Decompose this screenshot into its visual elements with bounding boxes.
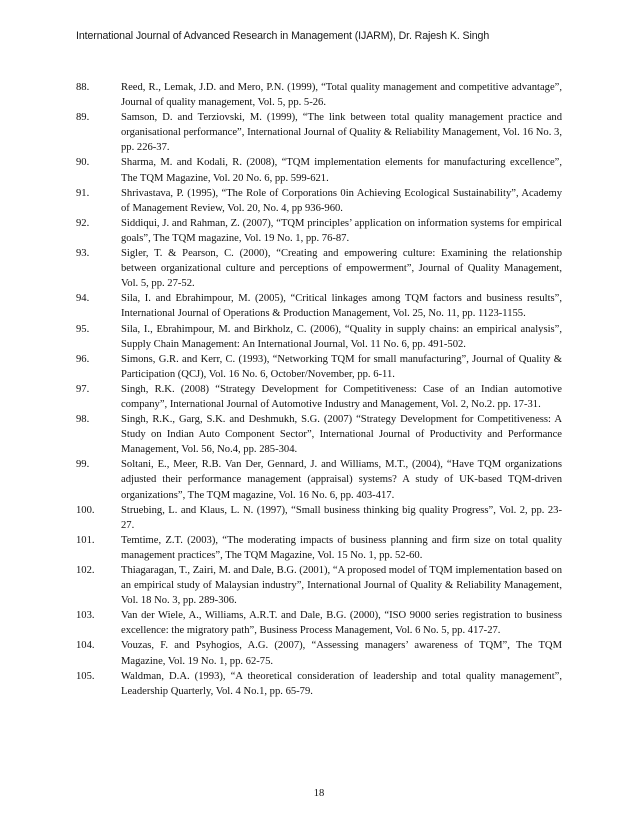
reference-number: 89. [76, 112, 90, 124]
reference-text: Temtime, Z.T. (2003), “The moderating impacts of business planning and firm size on total quality management practices”, The TQM Magazine, Vol. 15 No. 1, pp. 52-60. [121, 534, 562, 561]
reference-text: Waldman, D.A. (1993), “A theoretical consideration of leadership and total quality management”, Leadership Quarterly, Vol. 4 No.1, pp. 65-79. [121, 670, 562, 697]
reference-item [76, 246, 562, 291]
reference-item [76, 563, 562, 608]
reference-number: 93. [76, 248, 90, 260]
reference-item [76, 608, 562, 638]
reference-number: 100. [76, 504, 95, 516]
reference-item [76, 155, 562, 185]
reference-number: 105. [76, 670, 95, 682]
reference-text: Simons, G.R. and Kerr, C. (1993), “Networking TQM for small manufacturing”, Journal of Quality & Participation (QCJ), Vol. 16 No. 6, October/November, pp. 6-11. [121, 353, 562, 380]
reference-item [76, 352, 562, 382]
reference-item [76, 638, 562, 668]
reference-text: Sharma, M. and Kodali, R. (2008), “TQM implementation elements for manufacturing excellence”, The TQM Magazine, Vol. 20 No. 6, pp. 599-621. [121, 157, 562, 184]
reference-text: Vouzas, F. and Psyhogios, A.G. (2007), “Assessing managers’ awareness of TQM”, The TQM Magazine, Vol. 19 No. 1, pp. 62-75. [121, 640, 562, 667]
reference-number: 90. [76, 157, 90, 169]
reference-number: 94. [76, 293, 90, 305]
page-number: 18 [313, 788, 325, 799]
reference-text: Van der Wiele, A., Williams, A.R.T. and Dale, B.G. (2000), “ISO 9000 series registration to business excellence: the migratory path”, Business Process Management, Vol. 6 No. 5, pp. 417-27. [121, 610, 562, 637]
running-header: International Journal of Advanced Research in Management (IJARM), Dr. Rajesh K. Singh [76, 30, 490, 42]
reference-text: Singh, R.K., Garg, S.K. and Deshmukh, S.G. (2007) “Strategy Development for Competitiveness: A Study on Indian Auto Component Sector”, International Journal of Productivity and Performance Management, Vol. 56, No.4, pp. 285-304. [121, 414, 562, 456]
reference-number: 103. [76, 610, 95, 622]
reference-number: 99. [76, 459, 90, 471]
reference-item [76, 186, 562, 216]
reference-text: Shrivastava, P. (1995), “The Role of Corporations 0in Achieving Ecological Sustainability”, Academy of Management Review, Vol. 20, No. 4, pp 936-960. [121, 187, 562, 214]
reference-number: 98. [76, 414, 90, 426]
reference-item [76, 533, 562, 563]
reference-item [76, 291, 562, 321]
reference-text: Soltani, E., Meer, R.B. Van Der, Gennard, J. and Williams, M.T., (2004), “Have TQM organizations adjusted their performance management (appraisal) systems? A study of UK-based TQM-driven organizations”, The TQM magazine, Vol. 16 No. 6, pp. 403-417. [121, 459, 562, 501]
reference-list [76, 80, 562, 699]
reference-item [76, 382, 562, 412]
reference-item [76, 457, 562, 502]
reference-number: 101. [76, 534, 95, 546]
reference-number: 102. [76, 565, 95, 576]
reference-text: Sila, I. and Ebrahimpour, M. (2005), “Critical linkages among TQM factors and business results”, International Journal of Operations & Production Management, Vol. 25, No. 11, pp. 1123-1155. [121, 293, 562, 320]
reference-number: 88. [76, 82, 90, 93]
reference-text: Samson, D. and Terziovski, M. (1999), “The link between total quality management practice and organisational performance”, International Journal of Quality & Reliability Management, Vol. 16 No. 3, pp. 226-37. [121, 112, 562, 154]
reference-number: 104. [76, 640, 95, 652]
reference-number: 97. [76, 383, 90, 395]
reference-item [76, 669, 562, 699]
reference-number: 91. [76, 187, 90, 199]
reference-text: Thiagaragan, T., Zairi, M. and Dale, B.G. (2001), “A proposed model of TQM implementation based on an empirical study of Malaysian industry”, International Journal of Quality & Reliability Management, Vol. 18 No. 3, pp. 289-306. [121, 565, 562, 607]
reference-text: Singh, R.K. (2008) “Strategy Development for Competitiveness: Case of an Indian automotive company”, International Journal of Automotive Industry and Management, Vol. 2, No.2. pp. 17-31. [121, 383, 562, 410]
reference-item [76, 412, 562, 457]
reference-number: 96. [76, 353, 90, 365]
reference-number: 95. [76, 323, 90, 335]
reference-text: Sigler, T. & Pearson, C. (2000), “Creating and empowering culture: Examining the relationship between organizational culture and perceptions of empowerment”, Journal of Quality Management, Vol. 5, pp. 27-52. [121, 248, 562, 290]
reference-item [76, 80, 562, 110]
reference-text: Reed, R., Lemak, J.D. and Mero, P.N. (1999), “Total quality management and competitive advantage”, Journal of quality management, Vol. 5, pp. 5-26. [121, 82, 562, 109]
reference-item [76, 503, 562, 533]
reference-text: Struebing, L. and Klaus, L. N. (1997), “Small business thinking big quality Progress”, Vol. 2, pp. 23-27. [121, 504, 562, 531]
reference-item [76, 216, 562, 246]
reference-text: Siddiqui, J. and Rahman, Z. (2007), “TQM principles’ application on information systems for empirical goals”, The TQM magazine, Vol. 19 No. 1, pp. 76-87. [121, 217, 562, 244]
reference-item [76, 110, 562, 155]
reference-number: 92. [76, 217, 90, 229]
reference-text: Sila, I., Ebrahimpour, M. and Birkholz, C. (2006), “Quality in supply chains: an empirical analysis”, Supply Chain Management: An International Journal, Vol. 11 No. 6, pp. 491-502. [121, 323, 562, 350]
reference-item [76, 322, 562, 352]
